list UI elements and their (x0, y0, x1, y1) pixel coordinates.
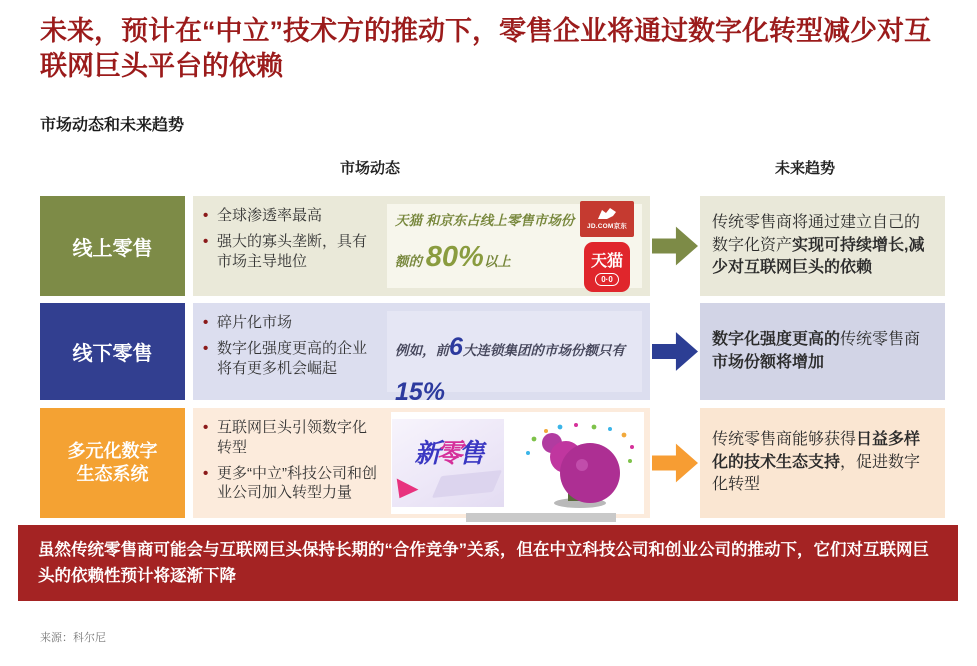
digital-ecosystem-image (512, 417, 644, 509)
tmall-logo (584, 242, 630, 292)
pink-triangle-shape (396, 476, 419, 499)
jd-dog-icon (596, 207, 618, 221)
callout-big-number: 15% (395, 378, 446, 406)
future-text: 传统零售商 (840, 330, 921, 348)
future-offline-retail (700, 303, 945, 400)
future-text: 传统零售商将通过建立自己的数字化资产 (712, 213, 921, 254)
new-retail-image (392, 419, 504, 507)
bullet-item: • 更多“中立”科技公司和创业公司加入转型力量 (203, 464, 381, 504)
future-digital-ecosystem (700, 408, 945, 518)
row-label-online-retail (40, 196, 185, 296)
callout-pre: 例如，前 (395, 343, 449, 358)
column-header-market-dynamics: 市场动态 (339, 160, 400, 177)
future-text-bold: 数字化强度更高的 (712, 330, 841, 348)
column-header-future-trends: 未来趋势 (774, 160, 835, 177)
future-text-bold: 市场份额将增加 (712, 353, 825, 371)
row-label-text: 线下零售 (72, 343, 153, 365)
row-label-text: 线上零售 (72, 237, 153, 260)
new-retail-char: 新 (414, 438, 437, 468)
row-label-digital-ecosystem (40, 408, 185, 518)
arrow-cell (650, 408, 700, 518)
jd-logo-text: JD.COM京东 (587, 223, 627, 230)
bullet-item: • 碎片化市场 (203, 313, 381, 333)
arrow-right-icon (652, 331, 698, 373)
arrow-right-icon (652, 442, 698, 484)
bullet-item: • 数字化强度更高的企业将有更多机会崛起 (203, 339, 381, 379)
callout-big-number: 80% (425, 240, 484, 273)
tmall-logo-text: 天猫 (590, 252, 623, 270)
row-label-text (68, 440, 158, 487)
row-offline-retail-dynamics (193, 303, 650, 406)
callout-text (395, 325, 634, 415)
section-subtitle: 市场动态和未来趋势 (40, 117, 185, 134)
new-retail-char: 零 (436, 438, 459, 468)
future-online-retail (700, 196, 945, 296)
source-note: 来源：科尔尼 (40, 632, 106, 644)
arrow-right-icon (652, 225, 698, 267)
callout-text (395, 210, 576, 282)
future-text-bold: 日益多样化的技术生态支持 (712, 430, 921, 471)
bullet-item: • 全球渗透率最高 (203, 206, 381, 226)
page-title: 未来，预计在“中立”技术方的推动下，零售企业将通过数字化转型减少对互联网巨头平台的依赖 (40, 16, 931, 82)
callout-offline-share (387, 311, 642, 406)
bullet-item: • 互联网巨头引领数字化转型 (203, 418, 381, 458)
future-text: ，促进数字化转型 (712, 453, 921, 494)
new-retail-image-text (414, 433, 480, 470)
jd-logo (580, 201, 634, 237)
callout-mid: 大连锁集团的市场份额只有 (462, 343, 625, 358)
bullet-list (193, 408, 385, 518)
brand-logos (580, 201, 634, 292)
image-shadow (466, 513, 616, 522)
bullet-item: • 强大的寡头垄断，具有市场主导地位 (203, 232, 381, 272)
new-retail-char: 售 (458, 438, 481, 468)
conclusion-banner: 虽然传统零售商可能会与互联网巨头保持长期的“合作竞争”关系，但在中立科技公司和创业公司的推动下，它们对互联网巨头的依赖性预计将逐渐下降 (18, 525, 958, 601)
bullet-list (193, 303, 385, 400)
callout-online-share (387, 204, 642, 288)
row-label-offline-retail (40, 303, 185, 400)
future-text: 传统零售商能够获得 (712, 430, 857, 448)
row-digital-ecosystem-dynamics (193, 408, 650, 518)
row-label-line2: 生态系统 (76, 464, 149, 484)
arrow-cell (650, 196, 700, 296)
isometric-base-shape (431, 470, 501, 498)
arrow-cell (650, 303, 700, 400)
callout-post: 以上 (483, 253, 511, 269)
row-online-retail-dynamics (193, 196, 650, 296)
tmall-cat-face-icon: 0·0 (595, 273, 619, 286)
callout-pre: 天猫 和京东占线上零售市场份额的 (395, 212, 575, 269)
bullet-list (193, 196, 385, 296)
callout-big-number: 6 (449, 333, 463, 361)
row-label-line1: 多元化数字 (67, 440, 158, 461)
future-text-bold: 实现可持续增长,减少对互联网巨头的依赖 (712, 236, 925, 277)
ecosystem-images-panel (391, 412, 644, 514)
